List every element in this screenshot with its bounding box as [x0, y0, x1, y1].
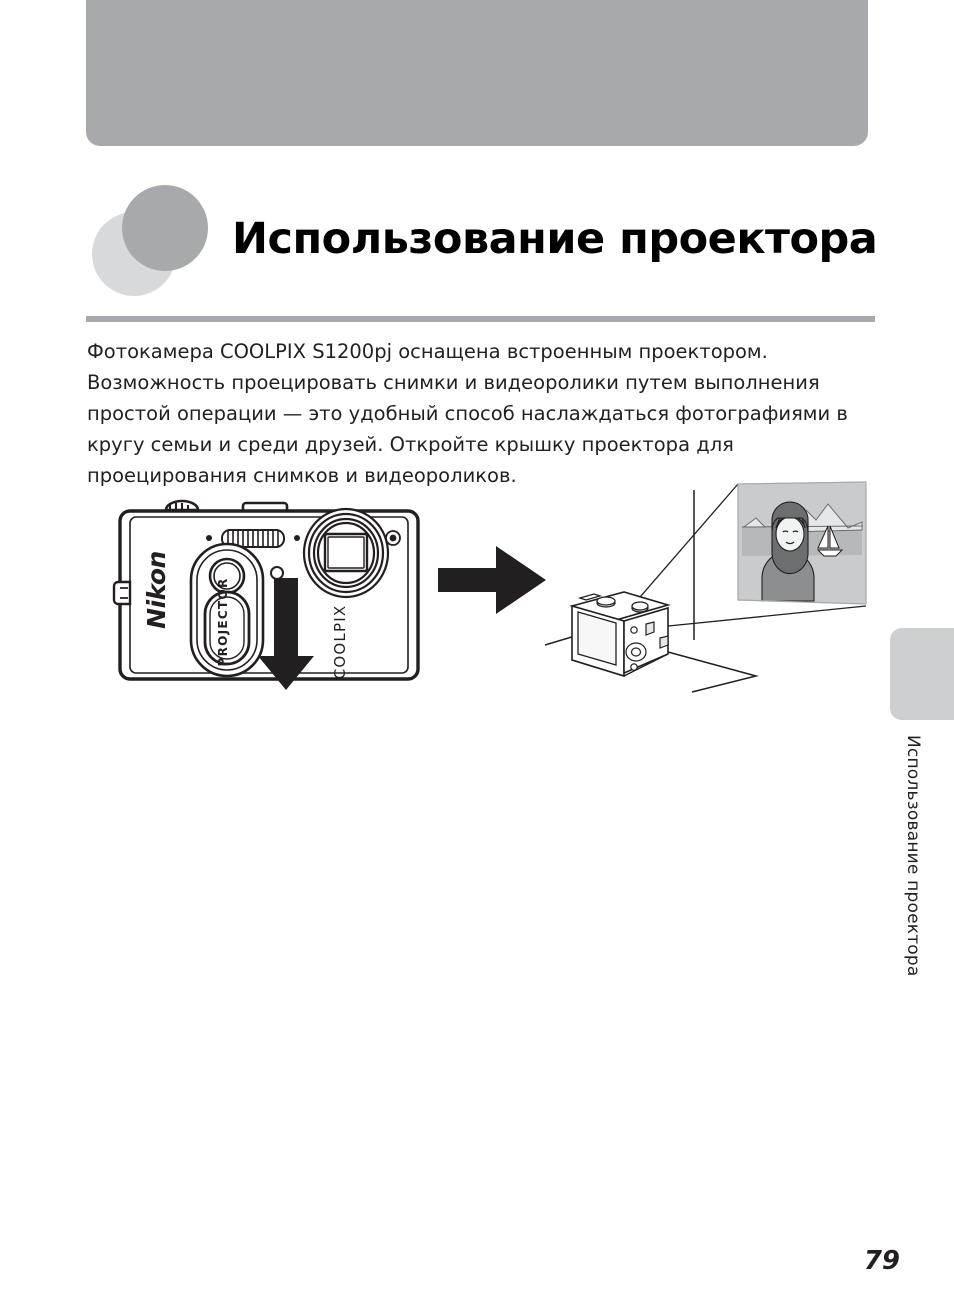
camera-cover-label: PROJECTOR: [216, 577, 230, 667]
illustration-figure: [0, 470, 954, 730]
projected-image: [738, 482, 866, 604]
flow-arrow-right-icon: [438, 546, 546, 614]
projection-scene-illustration: [545, 482, 866, 692]
camera-front-illustration: [114, 501, 418, 679]
section-tab-marker: [890, 628, 954, 720]
section-tab-label: Использование проектора: [903, 735, 923, 977]
page-title-block: [86, 180, 876, 310]
decorative-circle-dark-icon: [122, 185, 208, 271]
intro-paragraph: Фотокамера COOLPIX S1200pj оснащена встроенным проектором. Возможность проецировать снимки и видеоролики путем выполнения простой операции — это удобный способ наслаждаться фотографиями в кругу семьи и среди друзей. Откройте крышку проектора для проецирования снимков и видеороликов.: [87, 340, 848, 487]
page-title: Использование проектора: [232, 214, 878, 264]
camera-brand-label: Nikon: [142, 551, 171, 629]
page-number: 79: [863, 1246, 900, 1276]
intro-paragraph-block: [87, 336, 875, 491]
camera-back-illustration: [572, 592, 668, 676]
camera-model-label: COOLPIX: [331, 604, 349, 680]
title-divider-rule: [86, 316, 875, 322]
page-header-band: [86, 0, 868, 146]
